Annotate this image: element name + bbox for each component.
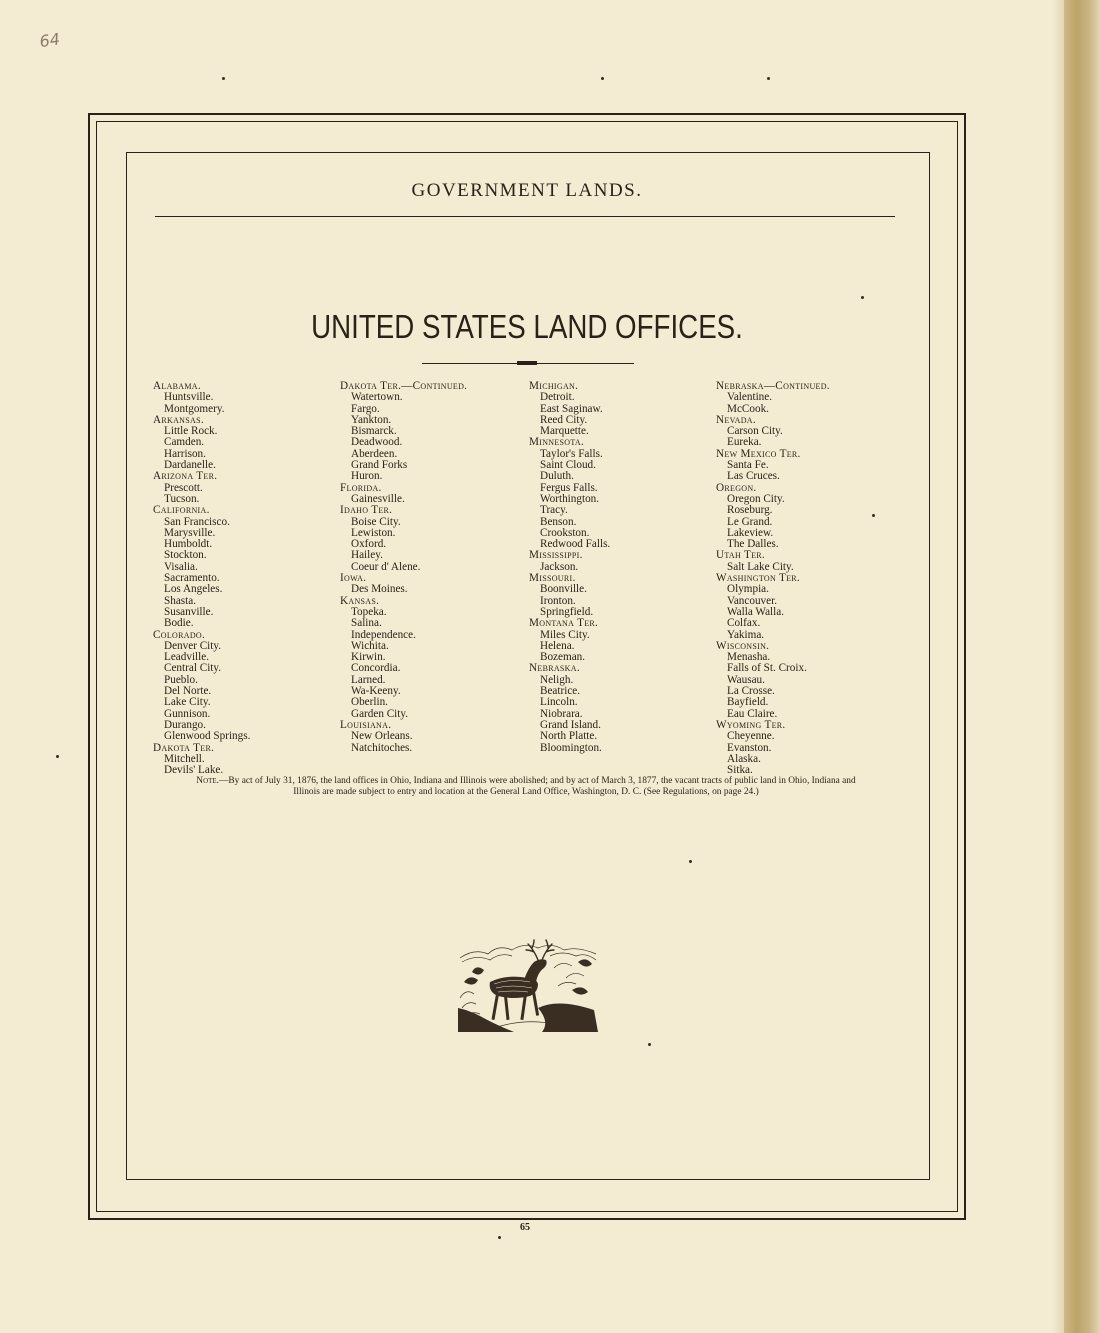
pencil-page-mark: 64	[38, 29, 62, 52]
land-office-city: Sacramento.	[164, 572, 220, 585]
land-office-city: Lake City.	[164, 696, 211, 709]
footnote-text-1: —By act of July 31, 1876, the land offices in Ohio, Indiana and Illinois were abolished; and by act of March 3, 1877, the vacant tracts of public land in Ohio, Indiana and	[219, 776, 856, 786]
land-office-city: Helena.	[540, 639, 575, 652]
state-heading: Colorado.	[153, 628, 206, 641]
land-office-city: Marysville.	[164, 526, 216, 539]
land-office-city: East Saginaw.	[540, 402, 603, 415]
land-office-city: Springfield.	[540, 605, 594, 618]
land-office-city: Crookston.	[540, 526, 590, 539]
state-heading: Dakota Ter.—Continued.	[340, 380, 468, 392]
land-office-city: Bodie.	[164, 617, 194, 630]
state-heading: Oregon.	[716, 481, 757, 494]
land-office-city: Menasha.	[727, 651, 771, 664]
paper-speck	[861, 296, 864, 299]
land-office-city: Del Norte.	[164, 685, 212, 698]
state-heading: Wyoming Ter.	[716, 718, 786, 731]
paper-speck	[648, 1043, 651, 1046]
land-office-city: Wichita.	[351, 639, 389, 652]
land-office-city: Natchitoches.	[351, 741, 413, 754]
land-office-city: Susanville.	[164, 605, 214, 618]
land-office-city: Wa-Keeny.	[351, 685, 401, 698]
land-office-city: Ironton.	[540, 594, 576, 607]
land-office-city: Colfax.	[727, 617, 761, 630]
land-office-city: Visalia.	[164, 560, 198, 573]
land-office-city: Lakeview.	[727, 526, 774, 539]
land-office-city: Lewiston.	[351, 526, 396, 539]
land-office-city: Olympia.	[727, 583, 769, 596]
land-office-city: Taylor's Falls.	[540, 447, 603, 460]
land-office-city: Fargo.	[351, 402, 380, 415]
land-office-city: North Platte.	[540, 730, 598, 743]
land-office-city: The Dalles.	[727, 538, 779, 551]
land-office-city: Salt Lake City.	[727, 560, 794, 573]
state-heading: Dakota Ter.	[153, 741, 215, 754]
office-column-3	[529, 381, 610, 754]
land-office-city: Santa Fe.	[727, 459, 769, 472]
state-heading: Missouri.	[529, 572, 576, 585]
land-office-city: Las Cruces.	[727, 470, 780, 483]
land-office-city: New Orleans.	[351, 730, 413, 743]
deer-engraving-icon	[454, 938, 602, 1034]
land-office-city: San Francisco.	[164, 515, 230, 528]
land-office-city: Cheyenne.	[727, 730, 775, 743]
state-heading: New Mexico Ter.	[716, 447, 801, 460]
land-office-city: Wausau.	[727, 673, 765, 686]
land-office-city: Marquette.	[540, 425, 589, 438]
land-office-city: Carson City.	[727, 425, 783, 438]
office-column-2	[340, 381, 467, 754]
land-office-city: Saint Cloud.	[540, 459, 596, 472]
land-office-city: Valentine.	[727, 391, 773, 404]
land-office-city: Harrison.	[164, 447, 206, 460]
state-heading: Idaho Ter.	[340, 504, 393, 517]
land-office-city: Boonville.	[540, 583, 587, 596]
land-office-city: Worthington.	[540, 492, 600, 505]
land-office-city: Oregon City.	[727, 492, 785, 505]
land-office-city: Dardanelle.	[164, 459, 216, 472]
land-office-city: Tucson.	[164, 492, 200, 505]
state-heading: Wisconsin.	[716, 639, 770, 652]
land-office-city: Topeka.	[351, 605, 387, 618]
land-office-city: Glenwood Springs.	[164, 730, 251, 743]
land-office-city: Huntsville.	[164, 391, 214, 404]
land-office-city: Humboldt.	[164, 538, 213, 551]
office-column-1	[153, 381, 250, 776]
land-office-city: Kirwin.	[351, 651, 386, 664]
paper-speck	[872, 514, 875, 517]
land-office-city: Alaska.	[727, 752, 761, 765]
title-rule-ornament	[517, 361, 537, 365]
land-office-city: Yankton.	[351, 413, 392, 426]
land-office-city: Grand Island.	[540, 718, 601, 731]
land-office-city: Pueblo.	[164, 673, 198, 686]
land-office-city: Des Moines.	[351, 583, 408, 596]
land-office-city: Le Grand.	[727, 515, 773, 528]
land-office-city: Aberdeen.	[351, 447, 398, 460]
land-office-city: Duluth.	[540, 470, 574, 483]
paper-speck	[498, 1236, 501, 1239]
land-office-city: Devils' Lake.	[164, 764, 224, 777]
land-office-city: Bismarck.	[351, 425, 397, 438]
land-office-city: Eureka.	[727, 436, 762, 449]
state-heading: Nebraska.	[529, 662, 580, 675]
land-office-city: Niobrara.	[540, 707, 583, 720]
land-office-city: Little Rock.	[164, 425, 218, 438]
state-heading: Minnesota.	[529, 436, 585, 449]
state-heading: Nebraska—Continued.	[716, 380, 830, 392]
footnote	[153, 776, 899, 798]
state-heading: Nevada.	[716, 413, 756, 426]
land-office-city: Miles City.	[540, 628, 590, 641]
land-office-city: Neligh.	[540, 673, 574, 686]
paper-speck	[56, 755, 59, 758]
land-office-city: Mitchell.	[164, 752, 205, 765]
land-office-city: Gainesville.	[351, 492, 405, 505]
state-heading: Utah Ter.	[716, 549, 766, 562]
land-office-city: Oxford.	[351, 538, 387, 551]
land-office-city: Independence.	[351, 628, 416, 641]
land-office-city: Watertown.	[351, 391, 403, 404]
land-office-city: Leadville.	[164, 651, 210, 664]
land-office-city: Reed City.	[540, 413, 588, 426]
land-office-city: Walla Walla.	[727, 605, 785, 618]
land-office-city: Bloomington.	[540, 741, 602, 754]
land-office-city: Durango.	[164, 718, 206, 731]
state-heading: Kansas.	[340, 594, 380, 607]
state-heading: Iowa.	[340, 572, 367, 585]
land-office-city: Detroit.	[540, 391, 575, 404]
land-office-city: Sitka.	[727, 764, 753, 777]
land-office-city: Jackson.	[540, 560, 579, 573]
land-office-city: Prescott.	[164, 481, 203, 494]
paper-speck	[601, 77, 604, 80]
land-office-city: Gunnison.	[164, 707, 211, 720]
state-heading: Alabama.	[153, 380, 201, 392]
footnote-line-2: Illinois are made subject to entry and location at the General Land Office, Washington, D. C. (See Regulations, on page 24.)	[293, 787, 759, 797]
land-office-city: Stockton.	[164, 549, 207, 562]
land-office-city: Beatrice.	[540, 685, 581, 698]
land-office-city: Denver City.	[164, 639, 222, 652]
paper-speck	[222, 77, 225, 80]
land-office-city: Yakima.	[727, 628, 765, 641]
footnote-line-1	[153, 776, 899, 787]
footnote-label: Note.	[196, 776, 220, 786]
land-office-city: Redwood Falls.	[540, 538, 611, 551]
land-office-city: Grand Forks	[351, 459, 408, 472]
land-office-city: La Crosse.	[727, 685, 775, 698]
land-office-city: Roseburg.	[727, 504, 773, 517]
land-office-city: Huron.	[351, 470, 383, 483]
office-column-4	[716, 381, 830, 776]
land-office-city: Central City.	[164, 662, 222, 675]
land-office-city: Bayfield.	[727, 696, 769, 709]
land-office-city: Coeur d' Alene.	[351, 560, 421, 573]
state-heading: Arizona Ter.	[153, 470, 218, 483]
land-office-city: Lincoln.	[540, 696, 578, 709]
land-office-city: McCook.	[727, 402, 769, 415]
land-office-city: Hailey.	[351, 549, 383, 562]
paper-speck	[689, 860, 692, 863]
land-office-city: Los Angeles.	[164, 583, 223, 596]
land-office-city: Concordia.	[351, 662, 401, 675]
state-heading: Washington Ter.	[716, 572, 801, 585]
land-office-city: Tracy.	[540, 504, 568, 517]
land-office-city: Deadwood.	[351, 436, 403, 449]
state-heading: Montana Ter.	[529, 617, 599, 630]
state-heading: Louisiana.	[340, 718, 392, 731]
land-office-city: Shasta.	[164, 594, 197, 607]
paper-speck	[767, 77, 770, 80]
land-office-city: Larned.	[351, 673, 386, 686]
land-office-city: Evanston.	[727, 741, 772, 754]
section-heading: GOVERNMENT LANDS.	[411, 180, 643, 201]
state-heading: Michigan.	[529, 380, 579, 392]
state-heading: California.	[153, 504, 210, 517]
land-office-city: Camden.	[164, 436, 205, 449]
page-edge	[1064, 0, 1100, 1333]
page-title: UNITED STATES LAND OFFICES.	[311, 308, 743, 345]
land-office-city: Vancouver.	[727, 594, 778, 607]
heading-rule	[155, 216, 895, 217]
land-office-city: Bozeman.	[540, 651, 586, 664]
land-office-city: Garden City.	[351, 707, 409, 720]
land-office-city: Boise City.	[351, 515, 401, 528]
land-office-city: Eau Claire.	[727, 707, 778, 720]
page-number: 65	[520, 1222, 530, 1233]
land-office-city: Falls of St. Croix.	[727, 662, 807, 675]
state-heading: Mississippi.	[529, 549, 583, 562]
land-office-city: Montgomery.	[164, 402, 225, 415]
land-office-city: Fergus Falls.	[540, 481, 598, 494]
land-office-city: Oberlin.	[351, 696, 388, 709]
state-heading: Arkansas.	[153, 413, 204, 426]
land-office-city: Benson.	[540, 515, 577, 528]
land-office-city: Salina.	[351, 617, 382, 630]
state-heading: Florida.	[340, 481, 382, 494]
